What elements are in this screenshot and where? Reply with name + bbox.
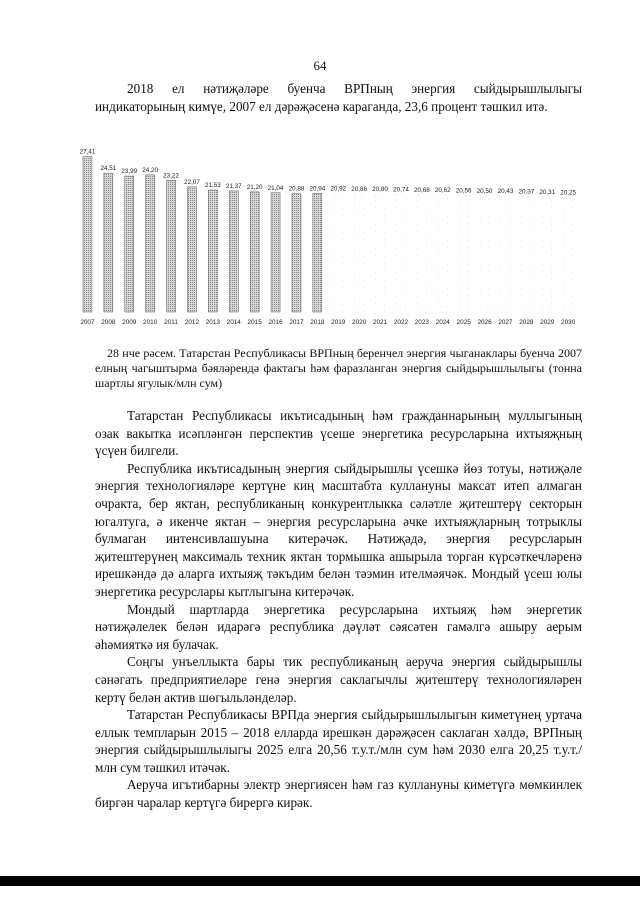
year-label-2018: 2018 — [310, 319, 325, 326]
bar-2016 — [271, 193, 280, 312]
year-label-2016: 2016 — [268, 319, 283, 326]
value-label-2022: 20,74 — [393, 186, 409, 194]
year-label-2007: 2007 — [80, 319, 95, 326]
bar-2019 — [334, 193, 343, 312]
value-label-2030: 20,25 — [560, 189, 577, 197]
energy-intensity-bar-chart — [72, 134, 577, 334]
bar-2017 — [292, 194, 301, 312]
value-label-2016: 21,04 — [267, 184, 284, 192]
year-label-2026: 2026 — [477, 319, 492, 326]
value-label-2010: 24,20 — [142, 166, 159, 174]
bar-2007 — [83, 157, 92, 312]
value-label-2025: 20,56 — [455, 187, 472, 195]
body-text — [95, 407, 582, 812]
bar-2025 — [459, 195, 468, 312]
body-paragraph-4: Соңгы унъеллыкта бары тик республиканың аеруча энергия сыйдырышлы сәнәгать предприятиеләре генә энергия саклагычлы җитештерү технологияләрен кертү белән актив шөгыльләнделәр. — [95, 654, 582, 705]
bar-2020 — [355, 194, 364, 312]
year-label-2017: 2017 — [289, 319, 304, 326]
bar-2008 — [104, 173, 113, 312]
year-label-2025: 2025 — [456, 319, 471, 326]
bar-2015 — [250, 192, 259, 312]
year-label-2021: 2021 — [372, 319, 388, 326]
year-label-2015: 2015 — [247, 319, 262, 326]
value-label-2014: 21,37 — [225, 182, 242, 190]
intro-paragraph: 2018 ел нәтиҗәләре буенча ВРПның энергия сыйдырышлылыгы индикаторының кимүе, 2007 ел дәрәҗәсенә караганда, 23,6 процент тәшкил итә. — [95, 81, 582, 114]
year-label-2023: 2023 — [414, 319, 429, 326]
value-label-2029: 20,31 — [539, 188, 556, 196]
value-label-2007: 27,41 — [79, 148, 96, 156]
value-label-2020: 20,86 — [351, 185, 368, 193]
bar-2013 — [208, 190, 217, 312]
bar-2010 — [146, 175, 155, 312]
year-label-2024: 2024 — [435, 319, 450, 326]
value-label-2023: 20,68 — [413, 186, 430, 194]
value-label-2015: 21,20 — [246, 183, 263, 191]
year-label-2030: 2030 — [561, 319, 576, 326]
value-label-2024: 20,62 — [434, 187, 451, 195]
year-label-2028: 2028 — [519, 319, 534, 326]
bar-2027 — [501, 196, 510, 312]
bar-2023 — [417, 195, 426, 312]
bar-2021 — [376, 194, 385, 312]
bar-2011 — [167, 180, 176, 312]
value-label-2026: 20,50 — [476, 187, 493, 195]
scan-bottom-edge — [0, 876, 640, 886]
year-label-2012: 2012 — [184, 319, 200, 326]
body-paragraph-6: Аеруча игътибарны электр энергиясен һәм газ куллануны киметүгә мөмкинлек биргән чаралар кертүгә бирергә кирәк. — [95, 777, 582, 811]
bar-2014 — [229, 191, 238, 312]
bar-2028 — [522, 197, 531, 312]
bar-2018 — [313, 193, 322, 312]
value-label-2008: 24,51 — [100, 165, 117, 173]
page-number: 64 — [313, 58, 327, 73]
year-label-2020: 2020 — [352, 319, 367, 326]
body-paragraph-2: Республика икътисадының энергия сыйдырышлы үсешкә йөз тотуы, нәтиҗәле энергия технологияләре кертүне киң масштабта куллануны максат итеп алмаган очракта, бер яктан, республиканың конкурентлыкка сәләтле җитештерү секторын югалтуга, ә икенче яктан – энергия ресурсларына әчке ихтыяҗларның тотрыклы булмаган интенсивлашуына китерәчәк. Нәтиҗәдә, энергия ресурсларын җитештерүнең максималь техник яктан тормышка ашырыла торган күрсәткечләренә ирешкәндә дә аларга ихтыяҗ тәкъдим белән тәэмин ителмәячәк. Мондый үсеш юлы энергетика ресурслары кытлыгына китерәчәк. — [95, 460, 582, 599]
bar-2022 — [396, 194, 405, 312]
value-label-2013: 21,53 — [204, 181, 221, 189]
year-label-2022: 2022 — [393, 319, 409, 326]
bar-2030 — [564, 197, 573, 312]
figure-caption: 28 нче рәсем. Татарстан Республикасы ВРПның беренчел энергия чыганаклары буенча 2007 елның чагыштырма бәяләрендә фактагы һәм фаразланган энергия сыйдырышлылыгы (тонна шартлы ягулык/млн сум) — [95, 346, 582, 390]
bar-2029 — [543, 197, 552, 312]
year-label-2009: 2009 — [122, 319, 137, 326]
value-label-2017: 20,88 — [288, 185, 305, 193]
body-paragraph-1: Татарстан Республикасы икътисадының һәм гражданнарының муллыгының озак вакытка исәпләнгән перспектив үсеше энергетика ресурсларына ихтыяҗның үсүен билгели. — [95, 408, 582, 459]
value-label-2027: 20,43 — [497, 188, 514, 196]
value-label-2019: 20,92 — [330, 185, 347, 193]
year-label-2014: 2014 — [226, 319, 241, 326]
value-label-2011: 23,22 — [163, 172, 179, 180]
year-label-2011: 2011 — [164, 319, 178, 326]
body-paragraph-3: Мондый шартларда энергетика ресурсларына ихтыяҗ һәм энергетик нәтиҗәлелек белән идарәгә республика дәүләт сәясәтен гамәлгә ашыру аерым әһәмияткә ия булачак. — [95, 601, 582, 652]
year-label-2027: 2027 — [498, 319, 513, 326]
year-label-2019: 2019 — [331, 319, 346, 326]
year-label-2029: 2029 — [540, 319, 555, 326]
bar-2012 — [187, 187, 196, 312]
value-label-2028: 20,37 — [518, 188, 535, 196]
bar-2026 — [480, 196, 489, 312]
value-label-2012: 22,07 — [184, 178, 200, 186]
value-label-2021: 20,80 — [372, 186, 388, 194]
bar-2024 — [438, 195, 447, 312]
body-paragraph-5: Татарстан Республикасы ВРПда энергия сыйдырышлылыгын киметүнең уртача еллык темпларын 2015 – 2018 елларда ирешкән дәрәҗәсен саклаган хәлдә, ВРПның энергия сыйдырышлылыгы 2025 елга 20,56 т.у.т./млн сум һәм 2030 елга 20,25 т.у.т./млн сум тәшкил итәчәк. — [95, 707, 582, 775]
value-label-2009: 23,99 — [121, 168, 138, 176]
bar-2009 — [125, 176, 134, 312]
value-label-2018: 20,94 — [309, 185, 326, 193]
year-label-2010: 2010 — [143, 319, 158, 326]
year-label-2008: 2008 — [101, 319, 116, 326]
year-label-2013: 2013 — [205, 319, 220, 326]
